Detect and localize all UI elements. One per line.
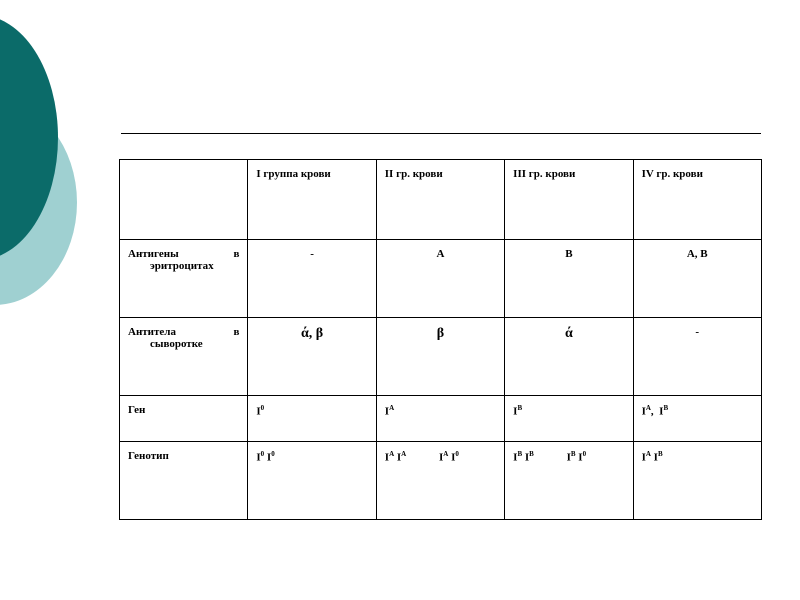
allele-superscript: 0	[582, 450, 587, 458]
row-label-gene: Ген	[120, 396, 248, 442]
antibodies-cell-3	[505, 318, 633, 396]
genotype-cell-1	[248, 442, 376, 520]
allele-superscript: B	[529, 450, 534, 458]
allele: I	[396, 451, 402, 464]
antibodies-cell-1	[248, 318, 376, 396]
row-label-genotype: Генотип	[120, 442, 248, 520]
allele-separator: ,	[650, 405, 660, 418]
antigens-cell-1: -	[248, 240, 376, 318]
genotype-cell-2	[376, 442, 504, 520]
allele: I	[451, 451, 456, 464]
table-row-antibodies	[120, 318, 762, 396]
allele: I	[524, 451, 530, 464]
allele-superscript: B	[570, 450, 576, 458]
allele: I	[384, 405, 390, 418]
row-label-line2: сыворотке	[150, 338, 203, 350]
antibodies-value: ά, β	[300, 326, 324, 341]
header-cell-group-4: IV гр. крови	[633, 160, 761, 240]
row-label-line1: Антитела в	[128, 326, 240, 338]
table-header-row	[120, 160, 762, 240]
row-label-line1: Антигены в	[128, 248, 240, 260]
allele-superscript: A	[645, 450, 651, 458]
allele-superscript: A	[401, 450, 407, 458]
allele: I	[438, 451, 444, 464]
allele-superscript: B	[657, 450, 663, 458]
allele: I	[653, 451, 658, 464]
allele-superscript: A	[645, 404, 651, 412]
row-label-antibodies	[120, 318, 248, 396]
allele: I	[578, 451, 583, 464]
gene-cell-3	[505, 396, 633, 442]
antibodies-cell-2	[376, 318, 504, 396]
allele-superscript: 0	[271, 450, 275, 458]
antigens-cell-3: В	[505, 240, 633, 318]
antigens-cell-4: А, В	[633, 240, 761, 318]
table-row-gene	[120, 396, 762, 442]
allele: I	[641, 405, 646, 418]
genotype-cell-4	[633, 442, 761, 520]
allele-superscript: A	[443, 450, 449, 458]
allele: I	[256, 405, 261, 418]
header-cell-group-1: I группа крови	[248, 160, 376, 240]
gene-cell-2	[376, 396, 504, 442]
antibodies-value: β	[436, 326, 445, 341]
allele-superscript: A	[389, 450, 395, 458]
allele-superscript: A	[389, 404, 395, 412]
row-label-antigens	[120, 240, 248, 318]
allele-superscript: 0	[455, 450, 459, 458]
table-row-genotype	[120, 442, 762, 520]
allele-superscript: B	[517, 450, 523, 458]
allele-superscript: B	[663, 404, 669, 412]
allele: I	[513, 405, 518, 418]
title-divider	[121, 133, 761, 134]
blood-groups-table	[119, 159, 762, 520]
antibodies-cell-4: -	[633, 318, 761, 396]
allele: I	[266, 451, 272, 464]
header-cell-group-3: III гр. крови	[505, 160, 633, 240]
allele: I	[384, 451, 390, 464]
allele-superscript: 0	[260, 404, 265, 412]
antigens-cell-2: А	[376, 240, 504, 318]
header-cell-group-2: II гр. крови	[376, 160, 504, 240]
gene-cell-4	[633, 396, 761, 442]
allele: I	[566, 451, 571, 464]
genotype-cell-3	[505, 442, 633, 520]
allele: I	[659, 405, 664, 418]
header-cell-empty	[120, 160, 248, 240]
row-label-line2: эритроцитах	[150, 260, 214, 272]
allele: I	[513, 451, 518, 464]
allele: I	[256, 451, 261, 464]
allele-superscript: B	[517, 404, 523, 412]
allele: I	[641, 451, 646, 464]
antibodies-value: ά	[564, 326, 573, 341]
gene-cell-1	[248, 396, 376, 442]
table-row-antigens	[120, 240, 762, 318]
allele-superscript: 0	[260, 450, 265, 458]
